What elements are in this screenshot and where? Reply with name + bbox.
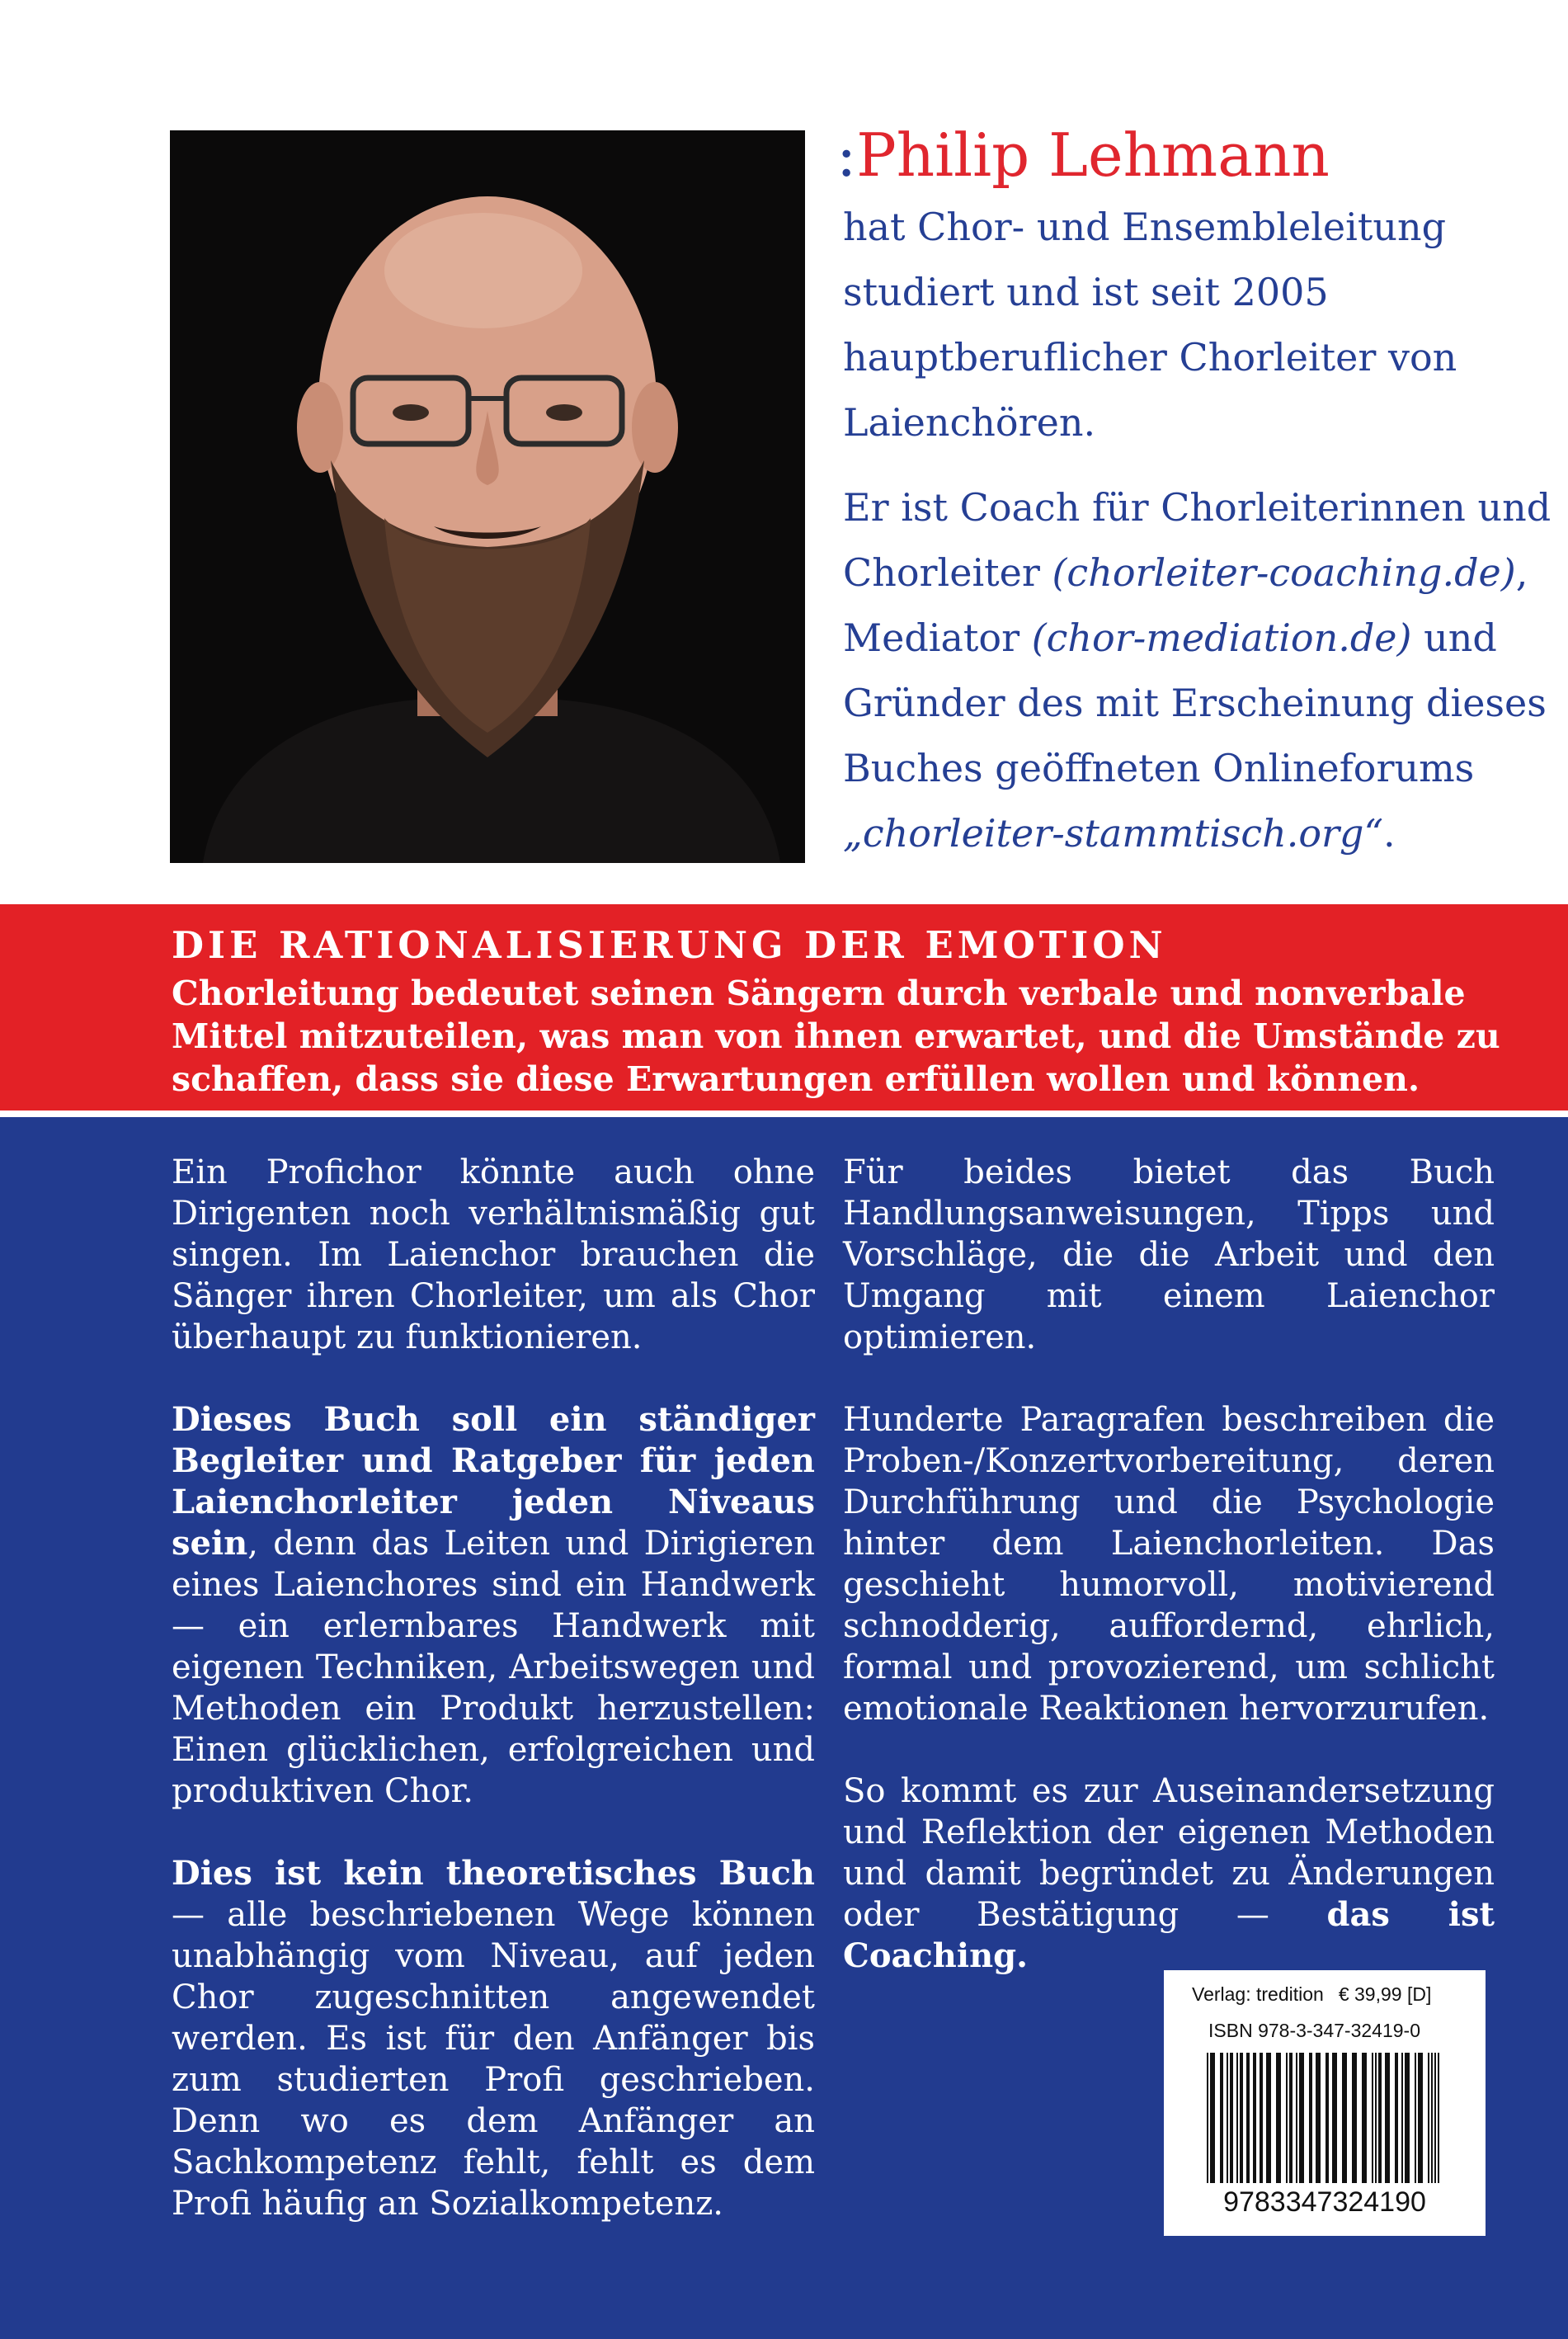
coaching-website: (chorleiter-coaching.de) (1052, 550, 1516, 595)
right-paragraph-1: Für beides bietet das Buch Handlungsanweisungen, Tipps und Vorschläge, die die Arbeit und den Umgang mit einem Laienchor optimieren. (843, 1153, 1495, 1356)
barcode-bar (1362, 2053, 1367, 2183)
barcode-bar (1385, 2053, 1390, 2183)
author-name-heading (836, 116, 1552, 195)
barcode-graphic (1207, 2053, 1443, 2183)
barcode-bar (1207, 2053, 1208, 2183)
barcode-bar (1296, 2053, 1297, 2183)
bio2-text-c: und Gründer des mit Erscheinung dieses Buches geöffneten Onlineforums (843, 615, 1547, 790)
barcode-bar (1286, 2053, 1288, 2183)
barcode-bar (1236, 2053, 1238, 2183)
barcode-bar (1418, 2053, 1423, 2183)
barcode-box (1164, 1970, 1486, 2236)
publisher: Verlag: tredition (1192, 1983, 1324, 2005)
barcode-bar (1401, 2053, 1403, 2183)
headline-banner (0, 904, 1568, 1111)
top-section (0, 0, 1568, 899)
colon-mark: : (836, 120, 857, 190)
barcode-bar (1352, 2053, 1357, 2183)
barcode-bar (1405, 2053, 1410, 2183)
left-paragraph-3 (172, 1853, 815, 2224)
author-bio (836, 116, 1552, 866)
banner-lead: Chorleitung bedeutet seinen Sängern durch verbale und nonverbale Mittel mitzuteilen, was man von ihnen erwartet, und die Umstände zu schaffen, dass sie diese Erwartungen erfüllen wollen und können. (172, 974, 1500, 1099)
right-column (843, 1152, 1495, 2018)
barcode-bar (1316, 2053, 1321, 2183)
left-paragraph-1: Ein Profichor könnte auch ohne Dirigenten noch verhältnismäßig gut singen. Im Laienchor brauchen die Sänger ihren Chorleiter, um als Chor überhaupt zu funktionieren. (172, 1153, 815, 1356)
barcode-bar (1220, 2053, 1223, 2183)
barcode-bar (1375, 2053, 1377, 2183)
author-bio-paragraph-2 (843, 475, 1552, 866)
barcode-bar (1372, 2053, 1373, 2183)
barcode-bar (1326, 2053, 1329, 2183)
barcode-bar (1415, 2053, 1416, 2183)
mediation-website: (chor-mediation.de) (1031, 615, 1412, 660)
barcode-bar (1428, 2053, 1429, 2183)
left-p3-rest: — alle beschriebenen Wege können unabhängig vom Niveau, auf jeden Chor zugeschnitten angewendet werden. Es ist für den Anfänger bis zum studierten Profi geschrieben. Denn wo es dem Anfänger an Sachkompetenz fehlt, fehlt es dem Profi häufig an Sozialkompetenz. (172, 1896, 815, 2223)
barcode-bar (1266, 2053, 1271, 2183)
right-paragraph-3 (843, 1771, 1495, 1977)
barcode-bar (1253, 2053, 1256, 2183)
barcode-bar (1276, 2053, 1281, 2183)
divider-line (0, 1111, 1568, 1117)
banner-title: DIE RATIONALISIERUNG DER EMOTION (172, 923, 1167, 967)
author-photo (170, 130, 805, 863)
right-p3-bold: das ist Coaching. (843, 1895, 1495, 1975)
price: € 39,99 [D] (1338, 1983, 1432, 2005)
bio2-text-b: , Mediator (843, 550, 1528, 660)
left-p2-bold: Dieses Buch soll ein ständiger Begleiter und Ratgeber für jeden Laienchorleiter jeden Niveaus sein (172, 1400, 815, 1563)
right-paragraph-2: Hunderte Paragrafen beschreiben die Proben-/Konzertvorbereitung, deren Durchführung und die Psychologie hinter dem Laienchorleiten. Das geschieht humorvoll, motivierend schnodderig, auffordernd, ehrlich, formal und provozierend, um schlicht emotionale Reaktionen hervorzurufen. (843, 1401, 1495, 1728)
left-p3-bold: Dies ist kein theoretisches Buch (172, 1854, 815, 1893)
barcode-bar (1289, 2053, 1293, 2183)
barcode-bar (1431, 2053, 1433, 2183)
bio2-text-d: . (1383, 811, 1396, 856)
barcode-bar (1309, 2053, 1312, 2183)
barcode-bar (1246, 2053, 1250, 2183)
bio2-text-a: Er ist Coach für Chorleiterinnen und Chorleiter (843, 485, 1552, 595)
barcode-number: 9783347324190 (1223, 2186, 1426, 2218)
barcode-bar (1240, 2053, 1243, 2183)
barcode-bar (1434, 2053, 1436, 2183)
author-portrait-illustration (170, 130, 805, 863)
barcode-bar (1210, 2053, 1215, 2183)
author-name: Philip Lehmann (856, 120, 1330, 190)
barcode-bar (1438, 2053, 1439, 2183)
left-paragraph-2 (172, 1399, 815, 1812)
author-bio-paragraph-1: hat Chor- und Ensembleleitung studiert und ist seit 2005 hauptberuflicher Chorleiter von Laienchören. (843, 205, 1457, 445)
barcode-bar (1227, 2053, 1228, 2183)
barcode-bar (1260, 2053, 1263, 2183)
barcode-bar (1299, 2053, 1304, 2183)
isbn: ISBN 978-3-347-32419-0 (1208, 2020, 1420, 2041)
left-column (172, 1152, 815, 2266)
barcode-bar (1395, 2053, 1398, 2183)
barcode-bar (1332, 2053, 1337, 2183)
left-p2-rest: , denn das Leiten und Dirigieren eines Laienchores sind ein Handwerk — ein erlernbares Handwerk mit eigenen Techniken, Arbeitswegen und Methoden ein Produkt herzustellen: Einen glücklichen, erfolgreichen und produktiven Chor. (172, 1525, 815, 1810)
barcode-bar (1342, 2053, 1347, 2183)
barcode-bar (1378, 2053, 1382, 2183)
right-p3-rest: So kommt es zur Auseinandersetzung und Reflektion der eigenen Methoden und damit begründet zu Änderungen oder Bestätigung — (843, 1772, 1495, 1934)
barcode-bar (1230, 2053, 1233, 2183)
forum-website: „chorleiter-stammtisch.org“ (843, 811, 1384, 856)
publisher-price-line (1192, 1983, 1431, 2006)
